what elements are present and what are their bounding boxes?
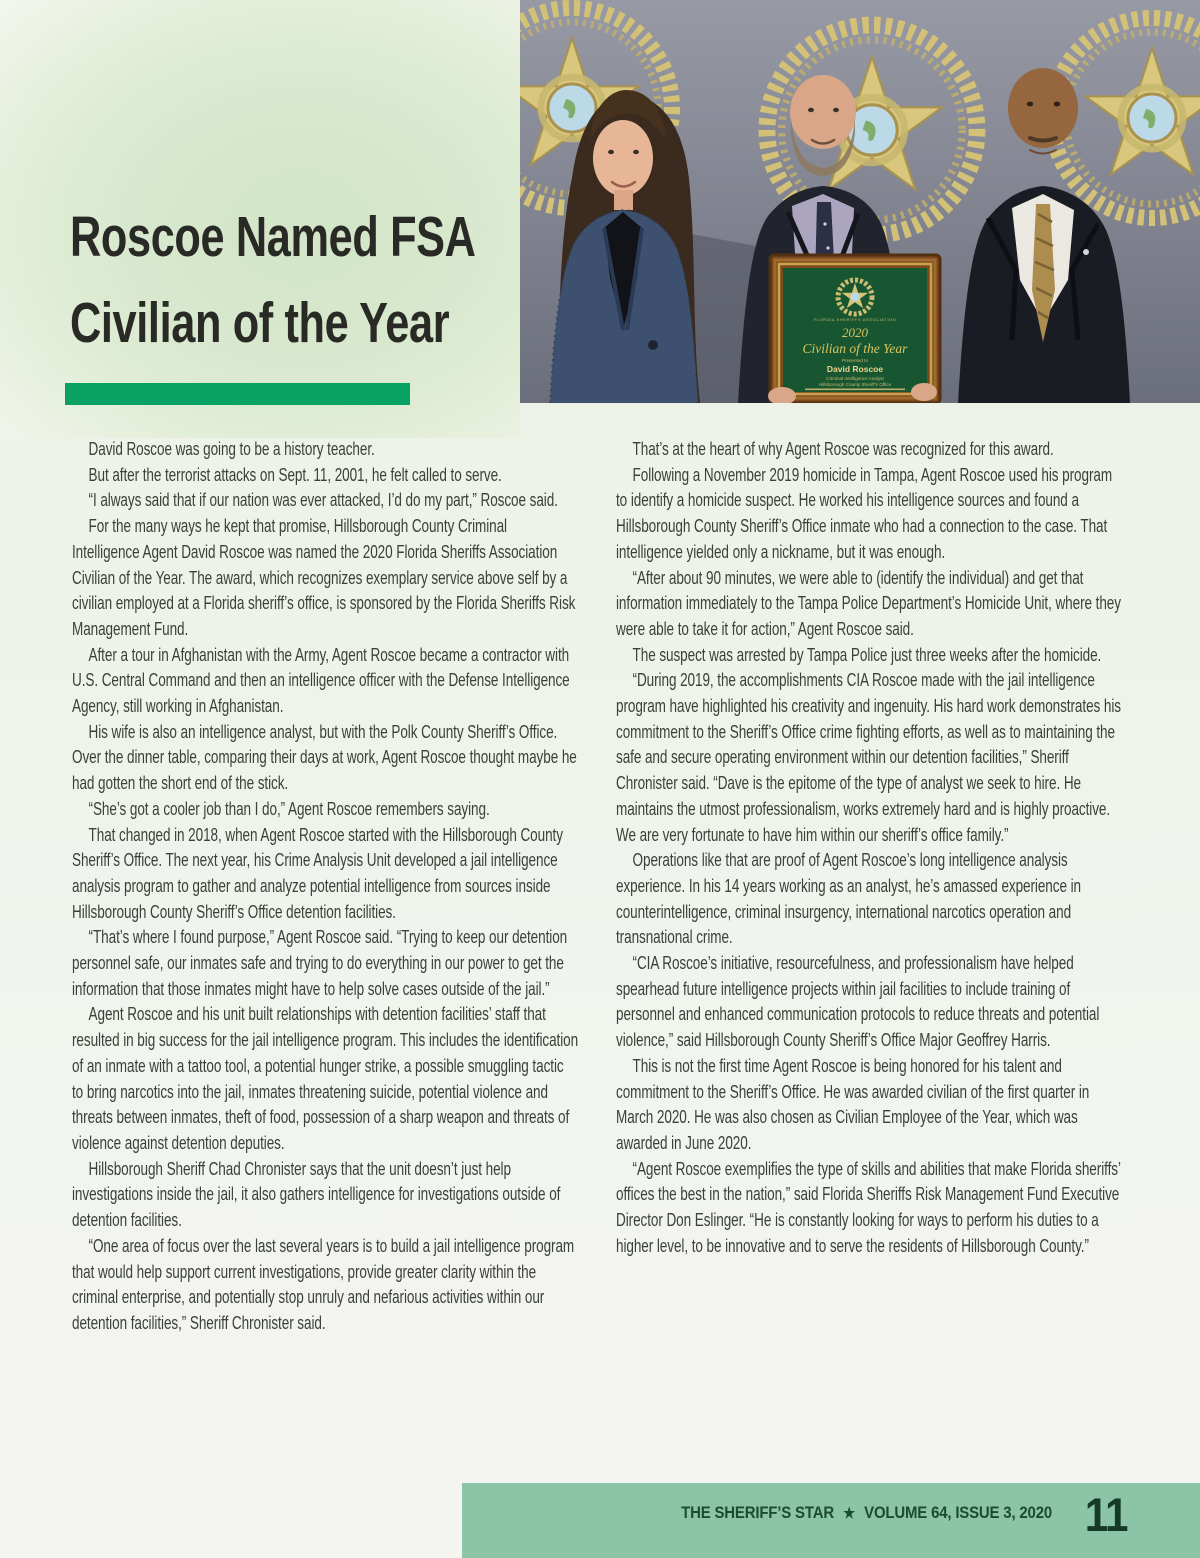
article-column-left-text [72,437,578,1337]
star-icon: ★ [843,1505,855,1522]
paragraph: Agent Roscoe and his unit built relationships with detention facilities’ staff that resulted in big success for the jail intelligence program. This includes the identification of an inmate with a tattoo tool, a potential hunger strike, a possible smuggling tactic to bring narcotics into the jail, inmates threatening suicide, potential violence and threats between inmates, theft of food, possession of a sharp weapon and threats of violence against detention deputies. [72,1004,579,1153]
paragraph: “CIA Roscoe’s initiative, resourcefulness, and professionalism have helped spearhead future intelligence projects within jail facilities to include training of personnel and enhanced communication protocols to reduce threats and potential violence,” said Hillsborough County Sheriff’s Office Major Geoffrey Harris. [616,953,1100,1051]
paragraph: “She’s got a cooler job than I do,” Agent Roscoe remembers saying. [88,798,490,819]
paragraph: That changed in 2018, when Agent Roscoe started with the Hillsborough County Sheriff’s Office. The next year, his Crime Analysis Unit developed a jail intelligence analysis program to gather and analyze potential intelligence from sources inside Hillsborough County Sheriff’s Office detention facilities. [72,824,563,922]
paragraph: “During 2019, the accomplishments CIA Roscoe made with the jail intelligence program have highlighted his creativity and ingenuity. His hard work demonstrates his commitment to the Sheriff’s Office crime fighting efforts, as well as to maintaining the safe and secure operating environment within our detention facilities,” Sheriff Chronister said. “Dave is the epitome of the type of analyst we seek to hire. He maintains the utmost professionalism, works extremely hard and is highly proactive. We are very fortunate to have him within our sheriff’s office family.” [616,670,1121,845]
paragraph: “I always said that if our nation was ever attacked, I’d do my part,” Roscoe said. [88,490,558,511]
paragraph: David Roscoe was going to be a history teacher. [88,439,375,459]
award-plaque [770,255,940,403]
paragraph: “After about 90 minutes, we were able to (identify the individual) and get that information immediately to the Tampa Police Department’s Homicide Unit, where they were able to take it for action,” Agent Roscoe said. [616,567,1121,639]
award-ceremony-photo [520,0,1200,403]
plaque-recipient-agency: Hillsborough County Sheriff’s Office [818,382,892,387]
footer-publication: THE SHERIFF’S STAR [681,1503,834,1522]
article-column-right [616,437,1123,1260]
article-column-right-text [616,437,1123,1260]
paragraph: “Agent Roscoe exemplifies the type of skills and abilities that make Florida sheriffs’ offices the best in the nation,” said Florida Sheriffs Risk Management Fund Executive Director Don Eslinger. “He is constantly looking for ways to perform his duties to a higher level, to be innovative and to serve the residents of Hillsborough County.” [616,1158,1121,1256]
footer-text [533,1503,1052,1523]
paragraph: That’s at the heart of why Agent Roscoe was recognized for this award. [632,439,1054,459]
plaque-presented-to: Presented to [841,358,869,363]
award-photo-illustration [520,0,1200,403]
article-column-left [72,437,578,1337]
paragraph: But after the terrorist attacks on Sept. 11, 2001, he felt called to serve. [88,464,502,485]
paragraph: “That’s where I found purpose,” Agent Roscoe said. “Trying to keep our detention personnel safe, our inmates safe and trying to do everything in our power to get the information that those inmates might have to help solve cases outside of the jail.” [72,927,568,999]
plaque-recipient-name: David Roscoe [826,364,884,374]
plaque-recipient-title: Criminal Intelligence Analyst [826,376,884,381]
plaque-year: 2020 [842,325,868,340]
green-accent-bar [65,383,410,405]
page-title-line-1: Roscoe Named FSA [70,205,476,269]
paragraph: Hillsborough Sheriff Chad Chronister says that the unit doesn’t just help investigations inside the jail, it also gathers intelligence for investigations outside of detention facilities. [72,1158,561,1231]
paragraph: Following a November 2019 homicide in Tampa, Agent Roscoe used his program to identify a homicide suspect. He worked his intelligence sources and found a Hillsborough County Sheriff’s Office inmate who had a connection to the case. That intelligence yielded only a nickname, but it was enough. [616,464,1113,562]
page-title-line-2: Civilian of the Year [70,291,450,355]
paragraph: The suspect was arrested by Tampa Police just three weeks after the homicide. [632,644,1102,665]
paragraph: “One area of focus over the last several years is to build a jail intelligence program that would help support current investigations, provide greater clarity within the criminal enterprise, and potentially stop unruly and nefarious activities within our detention facilities,” Sheriff Chronister said. [72,1235,575,1333]
paragraph: His wife is also an intelligence analyst, but with the Polk County Sheriff’s Office. Over the dinner table, comparing their days at work, Agent Roscoe thought maybe he had gotten the short end of the stick. [72,721,577,794]
paragraph: For the many ways he kept that promise, Hillsborough County Criminal Intelligence Agent David Roscoe was named the 2020 Florida Sheriffs Association Civilian of the Year. The award, which recognizes exemplary service above self by a civilian employed at a Florida sheriff’s office, is sponsored by the Florida Sheriffs Risk Management Fund. [72,516,576,639]
plaque-award-title: Civilian of the Year [802,341,908,356]
paragraph: Operations like that are proof of Agent Roscoe’s long intelligence analysis experience. In his 14 years working as an analyst, he’s amassed experience in counterintelligence, criminal insurgency, international narcotics operation and transnational crime. [616,850,1081,948]
footer-issue: VOLUME 64, ISSUE 3, 2020 [864,1503,1052,1522]
paragraph: This is not the first time Agent Roscoe is being honored for his talent and commitment to the Sheriff’s Office. He was awarded civilian of the first quarter in March 2020. He was also chosen as Civilian Employee of the Year, which was awarded in June 2020. [616,1055,1090,1153]
paragraph: After a tour in Afghanistan with the Army, Agent Roscoe became a contractor with U.S. Central Command and then an intelligence officer with the Defense Intelligence Agency, still working in Afghanistan. [72,644,570,717]
plaque-caption: FLORIDA SHERIFFS ASSOCIATION [813,317,897,322]
plaque-inscription-line [805,389,905,391]
hand-right [911,383,937,401]
page-number: 11 [1085,1488,1128,1541]
